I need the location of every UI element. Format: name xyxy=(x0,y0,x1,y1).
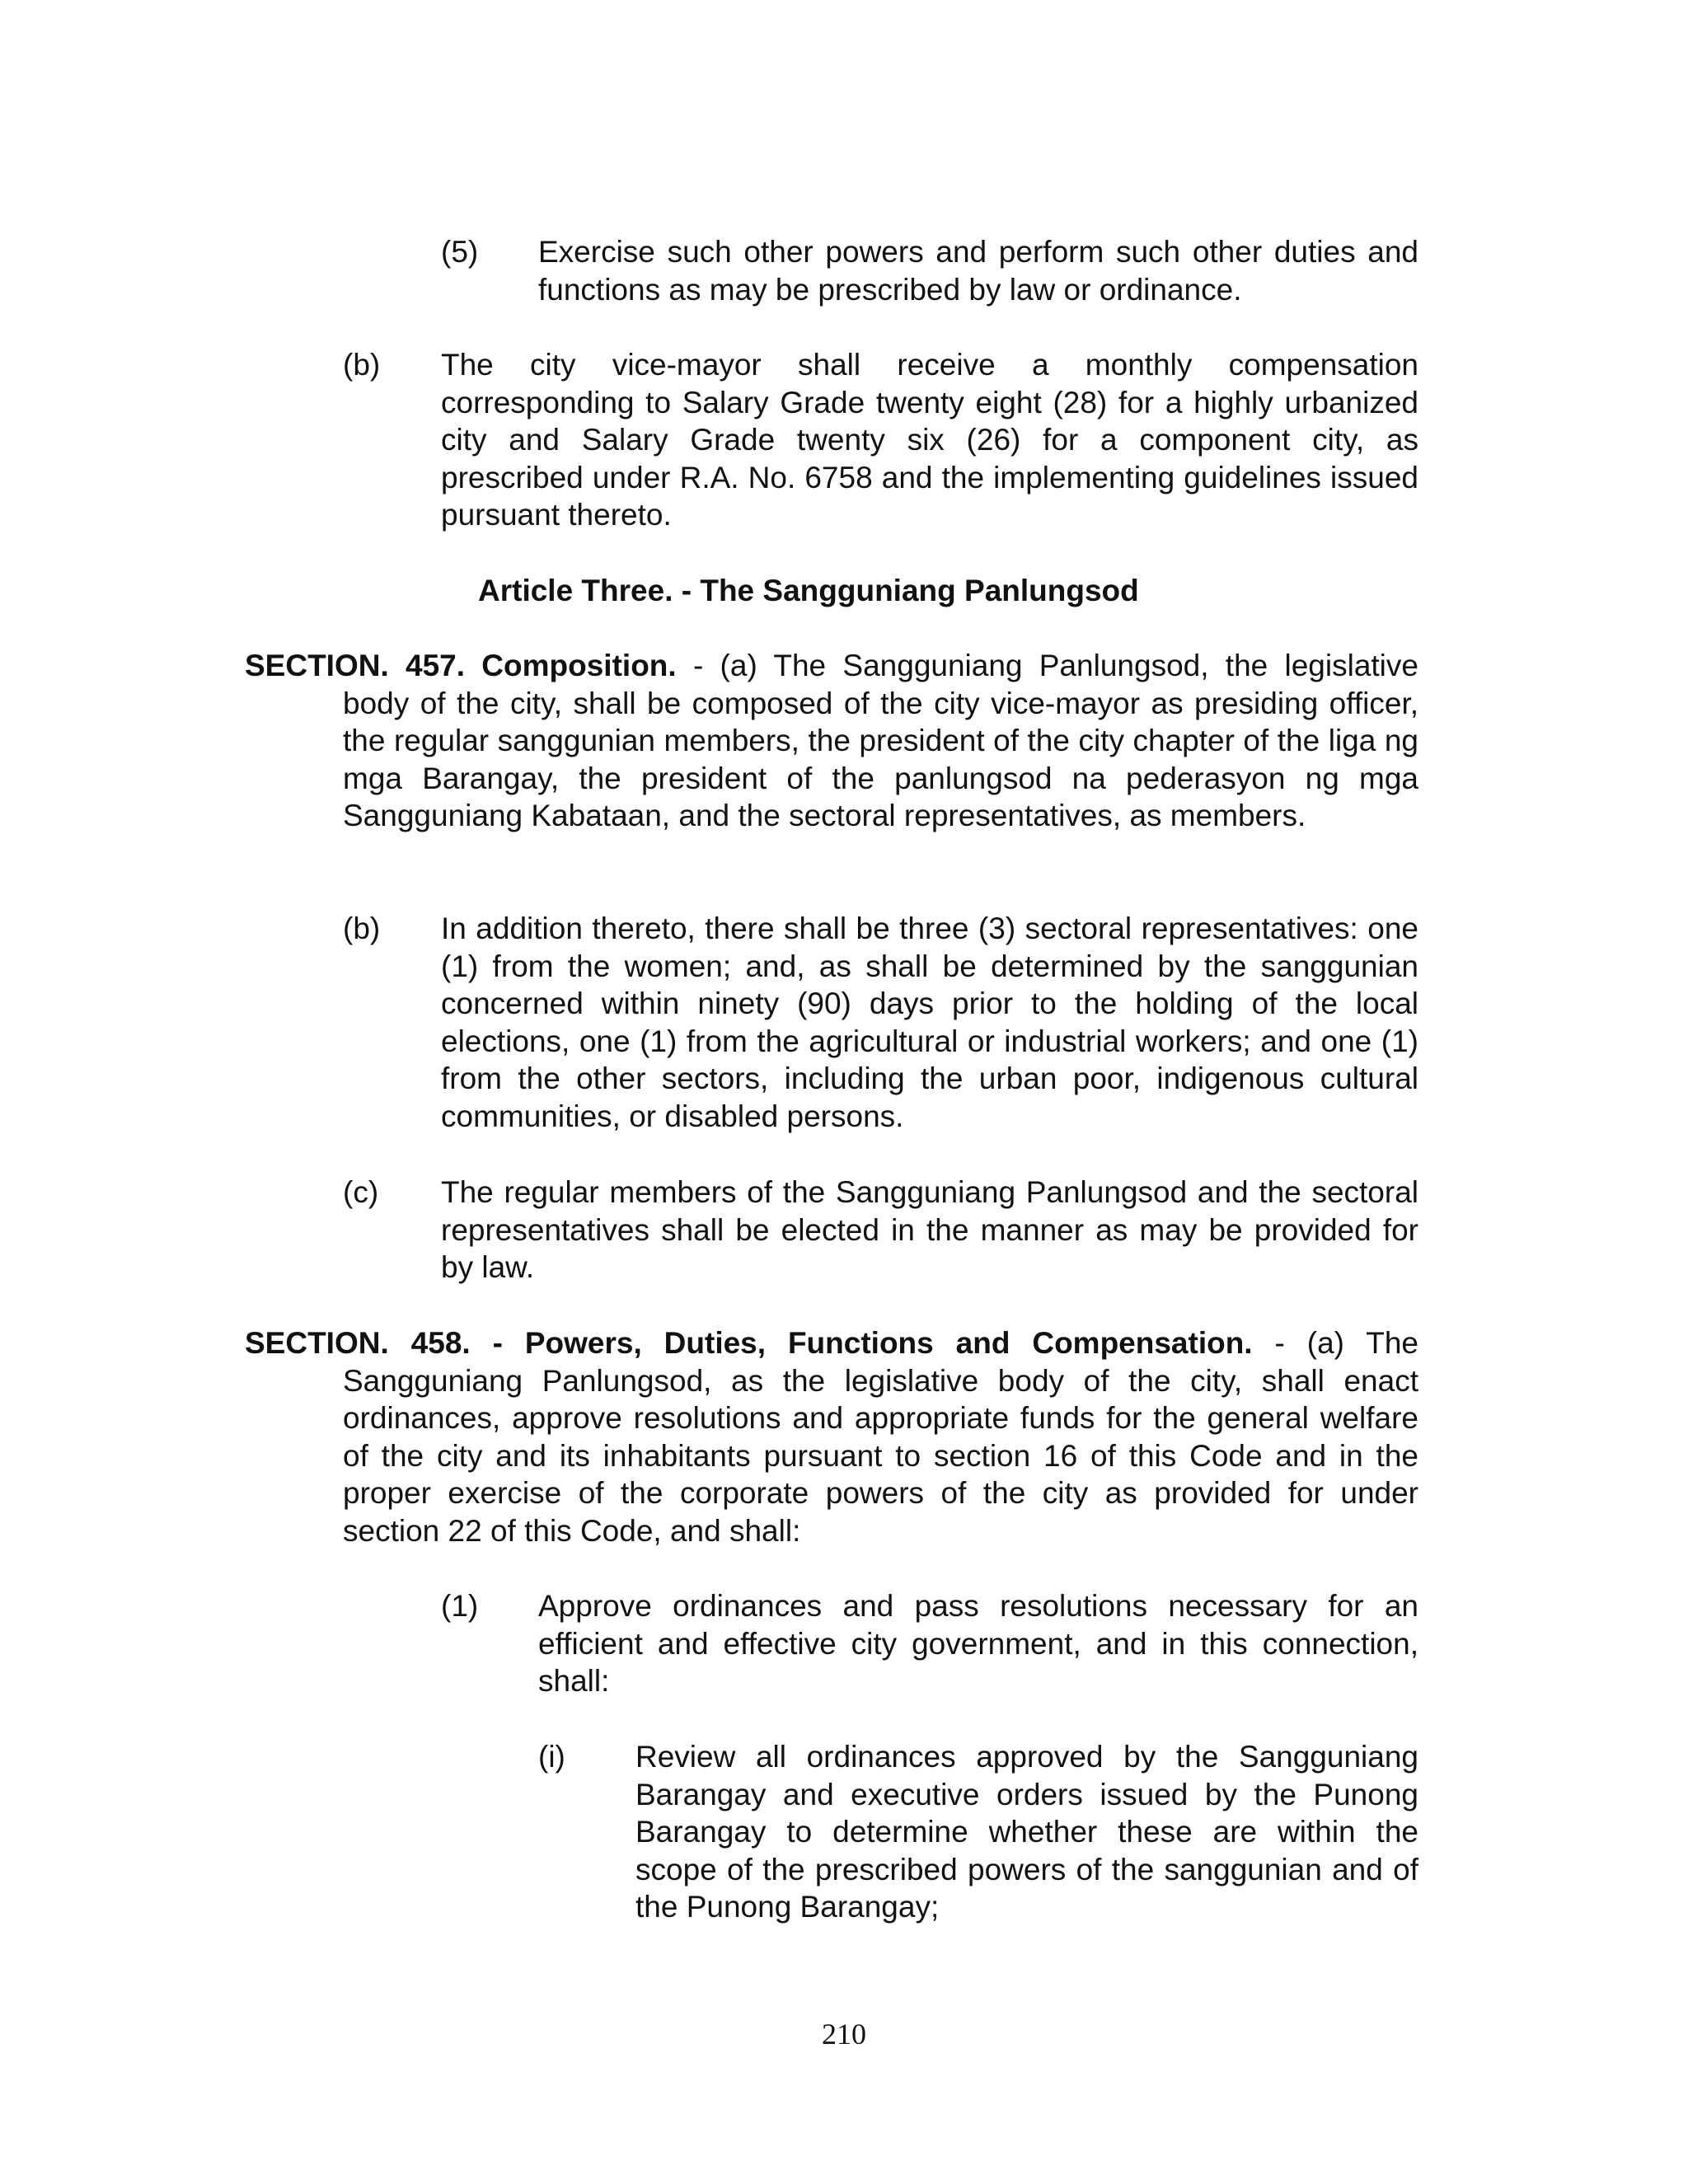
item-marker: (b) xyxy=(343,348,381,382)
item-marker: (1) xyxy=(441,1589,479,1623)
item-text: Approve ordinances and pass resolutions necessary for an efficient and effective city government, and in this connection, shall: xyxy=(538,1589,1418,1699)
item-marker: (c) xyxy=(343,1175,379,1209)
item-text: Review all ordinances approved by the Sangguniang Barangay and executive orders issued by the Punong Barangay to determine whether these are within the scope of the prescribed powers of the sanggunian and of the Punong Barangay; xyxy=(635,1740,1418,1924)
section-457 xyxy=(245,647,1418,835)
section-458-text: - (a) The Sangguniang Panlungsod, as the legislative body of the city, shall enact ordinances, approve resolutions and appropriate funds for the general welfare of the city and its inhabitants pursuant to section 16 of this Code and in the proper exercise of the corporate powers of the city as provided for under section 22 of this Code, and shall: xyxy=(343,1326,1419,1548)
section-458-item-1 xyxy=(441,1587,1418,1700)
item-text: In addition thereto, there shall be three (3) sectoral representatives: one (1) from the women; and, as shall be determined by the sanggunian concerned within ninety (90) days prior to the holding of the local elections, one (1) from the agricultural or industrial workers; and one (1) from the other sectors, including the urban poor, indigenous cultural communities, or disabled persons. xyxy=(441,912,1418,1133)
item-b-compensation xyxy=(343,346,1418,534)
section-457-label: SECTION. 457. Composition. xyxy=(245,649,677,682)
item-text: The regular members of the Sangguniang Panlungsod and the sectoral representatives shall be elected in the manner as may be provided for by law. xyxy=(441,1175,1418,1285)
section-457-item-b xyxy=(343,910,1418,1136)
item-text: Exercise such other powers and perform such other duties and functions as may be prescribed by law or ordinance. xyxy=(538,235,1418,307)
item-marker: (i) xyxy=(538,1740,565,1774)
section-458-item-i xyxy=(538,1738,1418,1926)
article-heading: Article Three. - The Sangguniang Panlungsod xyxy=(478,574,1139,607)
section-458-label: SECTION. 458. - Powers, Duties, Functions and Compensation. xyxy=(245,1326,1253,1360)
section-457-item-c xyxy=(343,1174,1418,1286)
section-458 xyxy=(245,1324,1419,1550)
item-marker: (5) xyxy=(441,235,479,269)
section-457-text: - (a) The Sangguniang Panlungsod, the legislative body of the city, shall be composed of the city vice-mayor as presiding officer, the regular sanggunian members, the president of the city chapter of the liga ng mga Barangay, the president of the panlungsod na pederasyon ng mga Sangguniang Kabataan, and the sectoral representatives, as members. xyxy=(343,649,1418,833)
item-text: The city vice-mayor shall receive a monthly compensation corresponding to Salary Grade twenty eight (28) for a highly urbanized city and Salary Grade twenty six (26) for a component city, as prescribed under R.A. No. 6758 and the implementing guidelines issued pursuant thereto. xyxy=(441,348,1418,532)
item-marker: (b) xyxy=(343,912,381,945)
page-number: 210 xyxy=(822,2018,866,2050)
item-5 xyxy=(441,233,1418,308)
